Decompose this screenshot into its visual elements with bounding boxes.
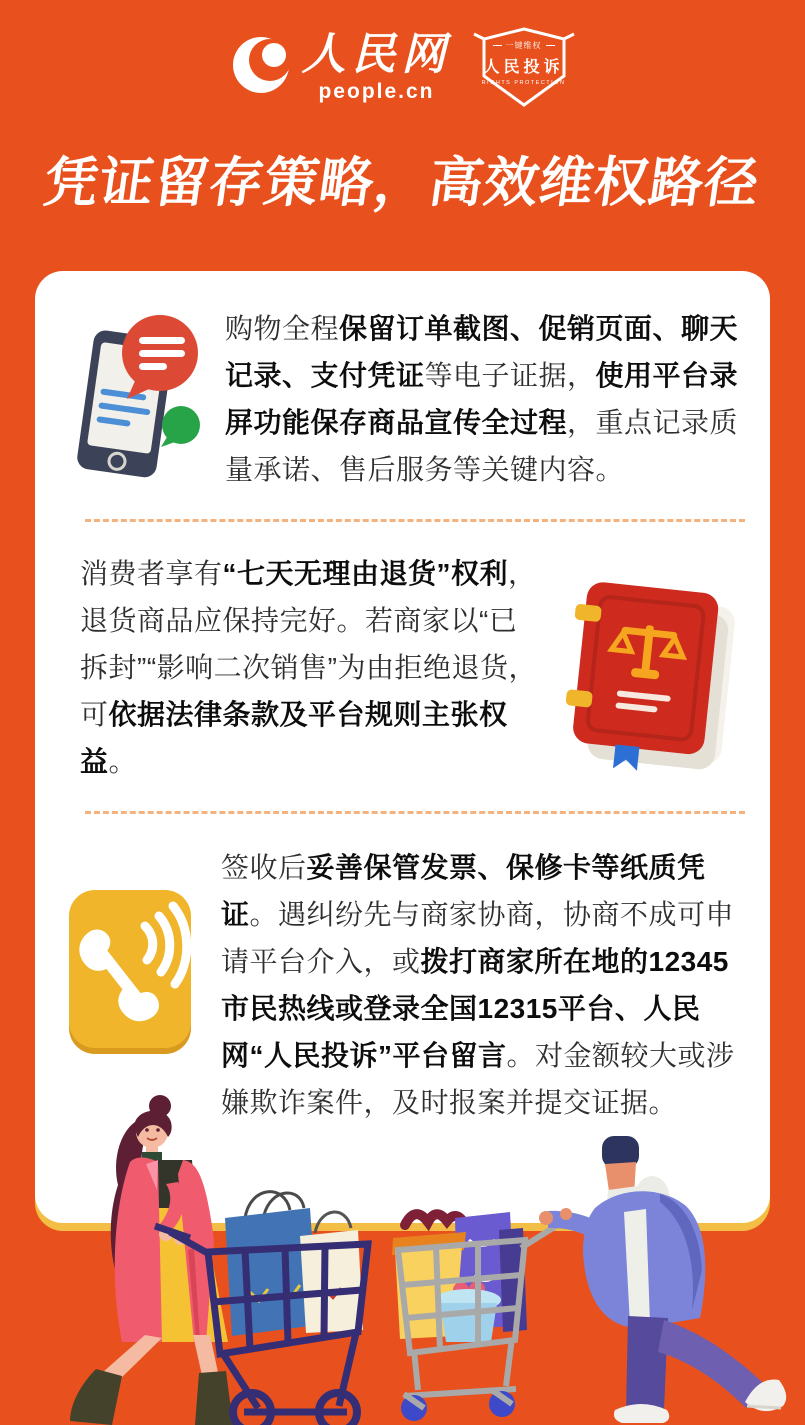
content-card bbox=[35, 271, 770, 1223]
badge-main-text: 人民投诉 bbox=[483, 59, 564, 76]
section-text: 消费者享有“七天无理由退货”权利，退货商品应保持完好。若商家以“已拆封”“影响二次销售”为由拒绝退货，可依据法律条款及平台规则主张权益。 bbox=[80, 558, 537, 777]
header bbox=[0, 24, 805, 110]
people-cn-swirl-icon bbox=[230, 34, 292, 101]
gray-cart bbox=[392, 1212, 572, 1421]
law-book-icon bbox=[552, 550, 754, 785]
section-seven-day-return bbox=[80, 550, 754, 785]
complaint-badge bbox=[472, 24, 576, 110]
section-text: 购物全程保留订单截图、促销页面、聊天记录、支付凭证等电子证据，使用平台录屏功能保存商品宣传全过程，重点记录质量承诺、售后服务等关键内容。 bbox=[225, 313, 739, 485]
people-cn-logo bbox=[230, 29, 452, 103]
dashed-divider bbox=[85, 519, 745, 522]
section-electronic-evidence bbox=[63, 305, 748, 493]
section-text: 签收后妥善保管发票、保修卡等纸质凭证。遇纠纷先与商家协商，协商不成可申请平台介入，或拨打商家所在地的12345市民热线或登录全国12315平台、人民网“人民投诉”平台留言。对金额较大或涉嫌欺诈案件，及时报案并提交证据。 bbox=[221, 852, 735, 1118]
shopping-illustration bbox=[0, 1090, 805, 1425]
logo-en-text: people.cn bbox=[318, 79, 435, 103]
section-paper-evidence-complaint bbox=[61, 844, 750, 1126]
man-shopper bbox=[539, 1136, 786, 1423]
dashed-divider bbox=[85, 811, 745, 814]
page-title: 凭证留存策略，高效维权路径 bbox=[40, 153, 764, 213]
logo-cn-text: 人民网 bbox=[301, 29, 452, 79]
badge-sub-text: RIGHTS PROTECTION bbox=[481, 80, 566, 86]
badge-top-line: 一键维权 bbox=[493, 40, 555, 51]
telephone-icon bbox=[61, 844, 199, 1126]
phone-chat-icon bbox=[63, 305, 203, 493]
